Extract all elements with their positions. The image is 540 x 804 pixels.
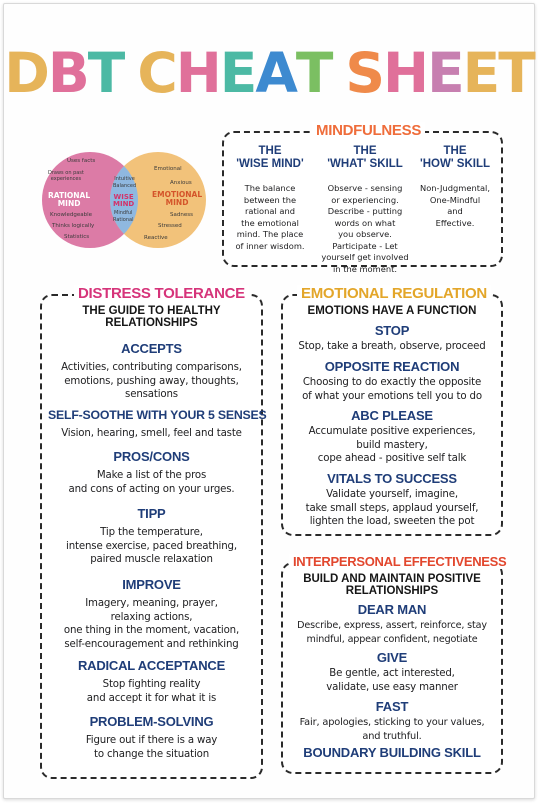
stop-section xyxy=(289,323,495,354)
rational-item: Thinks logically xyxy=(52,223,95,229)
section-heading: OPPOSITE REACTION xyxy=(324,359,460,374)
mindfulness-box xyxy=(222,122,503,274)
title-letter: E xyxy=(462,41,499,105)
section-text: Tip the temperature, intense exercise, paced breathing, paired muscle relaxation xyxy=(66,527,237,565)
section-heading: SELF-SOOTHE WITH YOUR 5 SENSES xyxy=(48,408,267,422)
title-letter: E xyxy=(219,41,256,105)
rational-item: Draws on past experiences xyxy=(48,170,84,182)
distress-tolerance-box xyxy=(40,285,267,779)
emotional-item: Stressed xyxy=(158,223,182,229)
title-letter: S xyxy=(345,41,384,105)
what-skill-column xyxy=(319,145,411,275)
emotional-item: Sadness xyxy=(170,212,193,218)
title-letter: H xyxy=(175,41,220,105)
rational-item: Uses facts xyxy=(67,158,96,164)
section-heading: ABC PLEASE xyxy=(351,408,433,423)
interpersonal-effectiveness-label: INTERPERSONAL EFFECTIVENESS xyxy=(289,554,510,569)
section-heading: GIVE xyxy=(376,650,408,665)
section-text: Stop fighting reality and accept it for what it is xyxy=(86,679,217,704)
section-heading: STOP xyxy=(374,323,410,338)
accepts-section xyxy=(48,341,255,402)
title-letter: T xyxy=(87,41,124,105)
interpersonal-subtitle: BUILD AND MAINTAIN POSITIVE RELATIONSHIPS xyxy=(303,573,481,597)
pros-cons-section xyxy=(48,449,255,496)
boundary-section xyxy=(289,745,495,760)
wise-item: Intuitive Balanced xyxy=(113,176,137,189)
self-soothe-section xyxy=(48,408,267,441)
section-text: Imagery, meaning, prayer, relaxing actions, one thing in the moment, vacation, self-encouragement and rethinking xyxy=(63,598,240,650)
section-heading: ACCEPTS xyxy=(121,341,182,356)
section-text: Validate yourself, imagine, take small steps, applaud yourself, lighten the load, sweeten the pot xyxy=(305,489,479,527)
section-heading: BOUNDARY BUILDING SKILL xyxy=(303,745,481,760)
title-letter xyxy=(331,42,345,104)
title-letter: E xyxy=(427,41,463,105)
section-text: Fair, apologies, sticking to your values, and truthful. xyxy=(299,717,485,742)
section-text: Accumulate positive experiences, build mastery, cope ahead - positive self talk xyxy=(308,426,476,464)
wise-item: Mindful Rational xyxy=(113,210,134,223)
page-title xyxy=(4,42,534,104)
how-skill-column xyxy=(412,145,498,229)
section-heading: DEAR MAN xyxy=(357,602,427,617)
section-text: Figure out if there is a way to change the situation xyxy=(85,735,218,760)
title-letter: B xyxy=(47,41,88,105)
wise-mind-column xyxy=(227,145,313,252)
radical-acceptance-section xyxy=(48,658,255,705)
poster xyxy=(3,3,535,799)
opposite-reaction-section xyxy=(289,359,495,403)
how-skill-heading: THE 'HOW' SKILL xyxy=(420,145,490,170)
emotional-mind-label: EMOTIONAL MIND xyxy=(152,190,203,207)
section-text: Make a list of the pros and cons of acting on your urges. xyxy=(68,470,235,495)
what-skill-heading: THE 'WHAT' SKILL xyxy=(327,145,403,170)
interpersonal-effectiveness-box xyxy=(281,554,507,774)
distress-tolerance-label: DISTRESS TOLERANCE xyxy=(74,285,249,302)
emotional-regulation-label: EMOTIONAL REGULATION xyxy=(297,285,491,302)
mindfulness-label: MINDFULNESS xyxy=(312,122,425,139)
title-letter: D xyxy=(4,41,48,105)
section-heading: TIPP xyxy=(137,506,166,521)
section-heading: IMPROVE xyxy=(122,577,181,592)
section-text: Vision, hearing, smell, feel and taste xyxy=(61,428,242,439)
improve-section xyxy=(48,577,255,651)
section-text: Choosing to do exactly the opposite of what your emotions tell you to do xyxy=(302,377,482,402)
abc-please-section xyxy=(289,408,495,466)
wise-mind-venn-diagram xyxy=(40,150,208,250)
wise-mind-heading: THE 'WISE MIND' xyxy=(236,145,304,170)
title-letter: T xyxy=(498,41,534,105)
problem-solving-section xyxy=(48,714,255,761)
wise-mind-label: WISE MIND xyxy=(113,193,135,208)
title-letter: H xyxy=(383,41,428,105)
section-heading: PROBLEM-SOLVING xyxy=(89,714,214,729)
section-heading: RADICAL ACCEPTANCE xyxy=(77,658,226,673)
section-heading: PROS/CONS xyxy=(113,449,190,464)
section-text: Be gentle, act interested, validate, use easy manner xyxy=(326,668,458,693)
section-text: Describe, express, assert, reinforce, stay mindful, appear confident, negotiate xyxy=(297,620,487,645)
rational-item: Statistics xyxy=(64,234,90,240)
distress-subtitle: THE GUIDE TO HEALTHY RELATIONSHIPS xyxy=(82,305,221,329)
section-heading: FAST xyxy=(375,699,409,714)
rational-mind-label: RATIONAL MIND xyxy=(48,191,91,208)
emotional-item: Reactive xyxy=(144,235,168,241)
title-letter: C xyxy=(137,41,176,105)
dear-man-section xyxy=(289,602,495,646)
section-heading: VITALS TO SUCCESS xyxy=(327,471,457,486)
vitals-section xyxy=(289,471,495,529)
title-letter: A xyxy=(255,41,296,105)
section-text: Activities, contributing comparisons, emotions, pushing away, thoughts, sensations xyxy=(61,362,242,400)
give-section xyxy=(289,650,495,694)
emotional-item: Emotional xyxy=(154,166,182,172)
emotional-subtitle: EMOTIONS HAVE A FUNCTION xyxy=(307,305,477,317)
rational-item: Knowledgeable xyxy=(50,212,93,218)
tipp-section xyxy=(48,506,255,567)
section-text: Stop, take a breath, observe, proceed xyxy=(298,341,486,352)
title-letter: T xyxy=(295,41,332,105)
title-letter xyxy=(123,42,137,104)
fast-section xyxy=(289,699,495,743)
wise-mind-text: The balance between the rational and the emotional mind. The place of inner wisdom. xyxy=(235,183,305,251)
emotional-regulation-box xyxy=(281,285,503,536)
emotional-item: Anxious xyxy=(170,180,192,186)
what-skill-text: Observe - sensing or experiencing. Describe - putting words on what you observe. Participate - Let yourself get involved in the moment. xyxy=(321,183,409,274)
how-skill-text: Non-Judgmental, One-Mindful and Effective. xyxy=(420,183,490,228)
